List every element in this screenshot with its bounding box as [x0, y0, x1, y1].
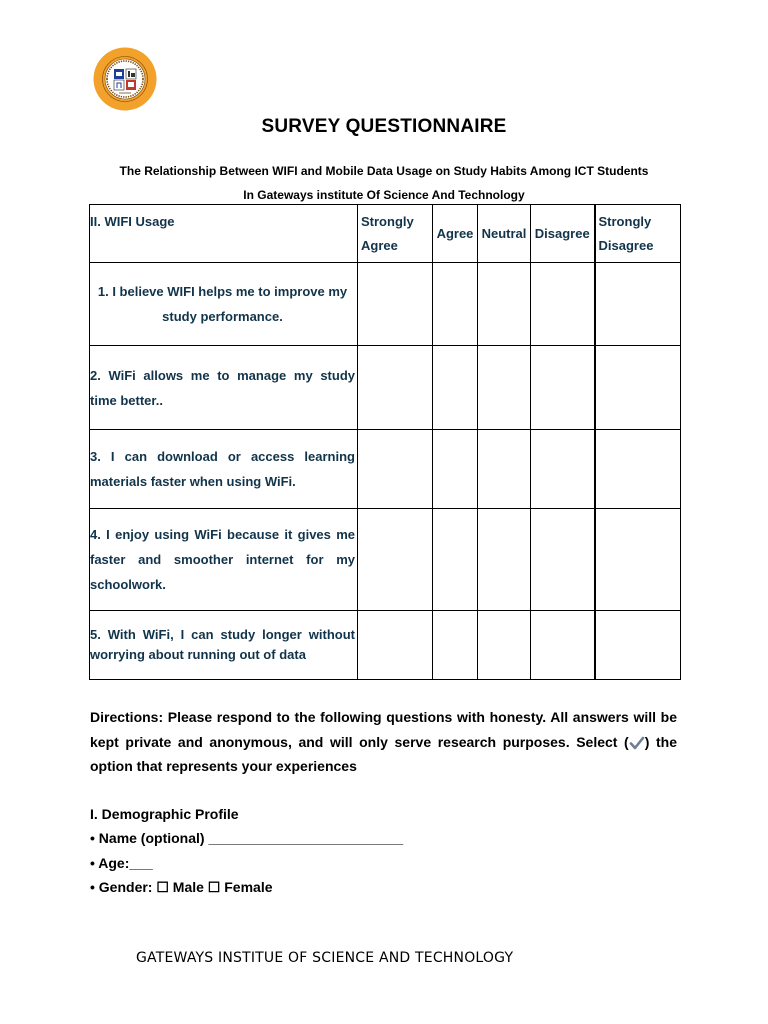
demographic-heading: I. Demographic Profile	[90, 806, 239, 822]
answer-cell-neutral[interactable]	[478, 430, 531, 509]
directions-text-end: ) the option that represents your experiences	[90, 733, 677, 774]
footer-institution-name: GATEWAYS INSTITUE OF SCIENCE AND TECHNOLOGY	[136, 950, 514, 966]
header-neutral: Neutral	[478, 205, 531, 263]
table-row	[90, 263, 681, 346]
checkmark-icon	[629, 735, 645, 751]
answer-cell-strongly-agree[interactable]	[358, 611, 433, 680]
gender-options[interactable]: • Gender: ☐ Male ☐ Female	[90, 879, 273, 895]
directions-text: Directions: Please respond to the following questions with honesty. All answers will be kept private and anonymous, and will only serve research purposes. Select (	[90, 709, 677, 750]
header-strongly-disagree	[595, 205, 681, 263]
answer-cell-agree[interactable]	[433, 611, 478, 680]
answer-cell-strongly-disagree[interactable]	[595, 346, 681, 430]
question-4: 4. I enjoy using WiFi because it gives me faster and smoother internet for my schoolwork.	[90, 509, 358, 611]
strongly-agree-line2: Agree	[361, 237, 398, 253]
name-field[interactable]: • Name (optional) _________________________	[90, 830, 404, 846]
header-agree: Agree	[433, 205, 478, 263]
school-seal-logo	[93, 47, 157, 111]
answer-cell-agree[interactable]	[433, 346, 478, 430]
strongly-disagree-line2: Disagree	[598, 237, 654, 253]
answer-cell-strongly-disagree[interactable]	[595, 509, 681, 611]
answer-cell-agree[interactable]	[433, 430, 478, 509]
answer-cell-strongly-agree[interactable]	[358, 263, 433, 346]
question-2: 2. WiFi allows me to manage my study time better..	[90, 346, 358, 430]
answer-cell-strongly-disagree[interactable]	[595, 611, 681, 680]
answer-cell-agree[interactable]	[433, 263, 478, 346]
page-title: SURVEY QUESTIONNAIRE	[261, 116, 507, 137]
answer-cell-strongly-agree[interactable]	[358, 346, 433, 430]
study-title: The Relationship Between WIFI and Mobile Data Usage on Study Habits Among ICT Students	[119, 164, 649, 178]
strongly-disagree-line1: Strongly	[598, 213, 652, 229]
strongly-agree-line1: Strongly	[361, 213, 414, 229]
answer-cell-strongly-agree[interactable]	[358, 509, 433, 611]
answer-cell-disagree[interactable]	[531, 346, 595, 430]
answer-cell-strongly-disagree[interactable]	[595, 430, 681, 509]
answer-cell-neutral[interactable]	[478, 611, 531, 680]
table-row	[90, 509, 681, 611]
answer-cell-strongly-disagree[interactable]	[595, 263, 681, 346]
table-row	[90, 430, 681, 509]
answer-cell-strongly-agree[interactable]	[358, 430, 433, 509]
table-row	[90, 346, 681, 430]
wifi-usage-rating-table	[89, 204, 681, 680]
answer-cell-disagree[interactable]	[531, 430, 595, 509]
answer-cell-disagree[interactable]	[531, 509, 595, 611]
age-field[interactable]: • Age:___	[90, 855, 153, 871]
answer-cell-disagree[interactable]	[531, 611, 595, 680]
institution-subtitle: In Gateways institute Of Science And Technology	[243, 188, 525, 202]
directions-paragraph	[90, 705, 677, 779]
header-strongly-agree	[358, 205, 433, 263]
answer-cell-disagree[interactable]	[531, 263, 595, 346]
section-label: II. WIFI Usage	[90, 205, 358, 263]
question-5: 5. With WiFi, I can study longer without worrying about running out of data	[90, 611, 358, 680]
table-header-row	[90, 205, 681, 263]
header-disagree: Disagree	[531, 205, 595, 263]
answer-cell-neutral[interactable]	[478, 509, 531, 611]
table-row	[90, 611, 681, 680]
answer-cell-agree[interactable]	[433, 509, 478, 611]
question-1: 1. I believe WIFI helps me to improve my study performance.	[90, 263, 358, 346]
answer-cell-neutral[interactable]	[478, 346, 531, 430]
answer-cell-neutral[interactable]	[478, 263, 531, 346]
question-3: 3. I can download or access learning materials faster when using WiFi.	[90, 430, 358, 509]
